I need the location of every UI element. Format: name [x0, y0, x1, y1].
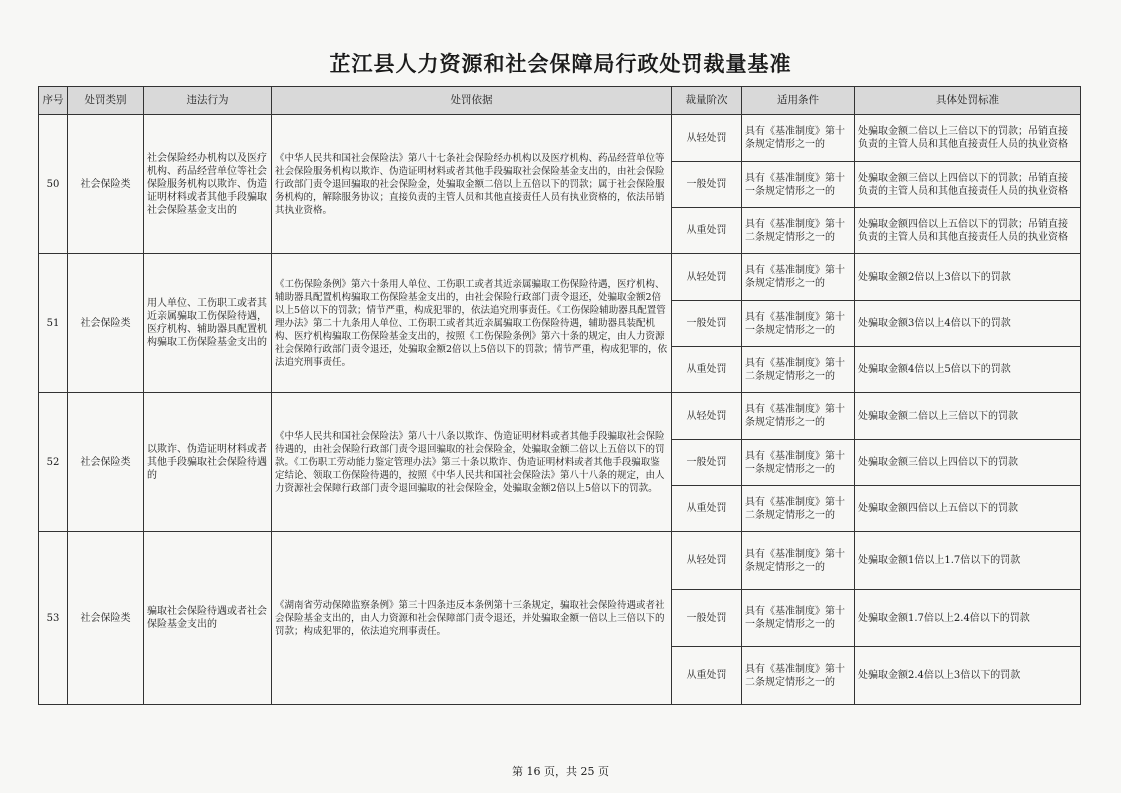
level-cell: 一般处罚 [672, 590, 742, 647]
level-cell: 从轻处罚 [672, 393, 742, 440]
header-category: 处罚类别 [68, 87, 144, 115]
level-cell: 从轻处罚 [672, 532, 742, 590]
level-cell: 一般处罚 [672, 440, 742, 486]
row-category: 社会保险类 [68, 532, 144, 705]
row-behavior: 用人单位、工伤职工或者其近亲属骗取工伤保险待遇，医疗机构、辅助器具配置机构骗取工伤保险基金支出的 [144, 254, 272, 393]
level-cell: 从重处罚 [672, 647, 742, 705]
row-category: 社会保险类 [68, 115, 144, 254]
header-standard: 具体处罚标准 [855, 87, 1081, 115]
standard-cell: 处骗取金额二倍以上三倍以下的罚款；吊销直接负责的主管人员和其他直接责任人员的执业资格 [855, 115, 1081, 162]
row-behavior: 社会保险经办机构以及医疗机构、药品经营单位等社会保险服务机构以欺诈、伪造证明材料或者其他手段骗取社会保险基金支出的 [144, 115, 272, 254]
standard-cell: 处骗取金额二倍以上三倍以下的罚款 [855, 393, 1081, 440]
row-no: 52 [39, 393, 68, 532]
level-cell: 一般处罚 [672, 301, 742, 347]
table-row [39, 532, 1081, 590]
header-behavior: 违法行为 [144, 87, 272, 115]
penalty-table [38, 86, 1081, 705]
row-basis: 《中华人民共和国社会保险法》第八十七条社会保险经办机构以及医疗机构、药品经营单位等社会保险服务机构以欺诈、伪造证明材料或者其他手段骗取社会保险基金支出的，由社会保险行政部门责令退回骗取的社会保险金，处骗取金额二倍以上五倍以下的罚款；属于社会保险服务机构的，解除服务协议；直接负责的主管人员和其他直接责任人员有执业资格的，依法吊销其执业资格。 [272, 115, 672, 254]
page-number: 第 16 页，共 25 页 [512, 765, 609, 778]
level-cell: 从重处罚 [672, 208, 742, 254]
condition-cell: 具有《基准制度》第十条规定情形之一的 [742, 254, 855, 301]
row-category: 社会保险类 [68, 393, 144, 532]
standard-cell: 处骗取金额三倍以上四倍以下的罚款 [855, 440, 1081, 486]
table-row [39, 115, 1081, 162]
row-category: 社会保险类 [68, 254, 144, 393]
page-title: 芷江县人力资源和社会保障局行政处罚裁量基准 [329, 52, 792, 76]
condition-cell: 具有《基准制度》第十条规定情形之一的 [742, 393, 855, 440]
standard-cell: 处骗取金额2.4倍以上3倍以下的罚款 [855, 647, 1081, 705]
header-condition: 适用条件 [742, 87, 855, 115]
condition-cell: 具有《基准制度》第十一条规定情形之一的 [742, 440, 855, 486]
condition-cell: 具有《基准制度》第十二条规定情形之一的 [742, 208, 855, 254]
standard-cell: 处骗取金额1.7倍以上2.4倍以下的罚款 [855, 590, 1081, 647]
standard-cell: 处骗取金额2倍以上3倍以下的罚款 [855, 254, 1081, 301]
table-row [39, 254, 1081, 301]
level-cell: 从轻处罚 [672, 115, 742, 162]
condition-cell: 具有《基准制度》第十一条规定情形之一的 [742, 590, 855, 647]
row-basis: 《工伤保险条例》第六十条用人单位、工伤职工或者其近亲属骗取工伤保险待遇，医疗机构、辅助器具配置机构骗取工伤保险基金支出的，由社会保险行政部门责令退还，处骗取金额2倍以上5倍以下的罚款；情节严重，构成犯罪的，依法追究刑事责任。《工伤保险辅助器具配置管理办法》第二十九条用人单位、工伤职工或者其近亲属骗取工伤保险待遇，辅助器具装配机构、医疗机构骗取工伤保险基金支出的，按照《工伤保险条例》第六十条的规定，由人力资源社会保障行政部门责令退还，处骗取金额2倍以上5倍以下的罚款；情节严重，构成犯罪的，依法追究刑事责任。 [272, 254, 672, 393]
row-no: 53 [39, 532, 68, 705]
level-cell: 从重处罚 [672, 486, 742, 532]
header-basis: 处罚依据 [272, 87, 672, 115]
row-behavior: 以欺诈、伪造证明材料或者其他手段骗取社会保险待遇的 [144, 393, 272, 532]
row-no: 50 [39, 115, 68, 254]
condition-cell: 具有《基准制度》第十条规定情形之一的 [742, 532, 855, 590]
table-header-row [39, 87, 1081, 115]
standard-cell: 处骗取金额1倍以上1.7倍以下的罚款 [855, 532, 1081, 590]
standard-cell: 处骗取金额三倍以上四倍以下的罚款；吊销直接负责的主管人员和其他直接责任人员的执业资格 [855, 162, 1081, 208]
row-no: 51 [39, 254, 68, 393]
row-basis: 《湖南省劳动保障监察条例》第三十四条违反本条例第十三条规定，骗取社会保险待遇或者社会保险基金支出的，由人力资源和社会保障部门责令退还，并处骗取金额一倍以上三倍以下的罚款；构成犯罪的，依法追究刑事责任。 [272, 532, 672, 705]
condition-cell: 具有《基准制度》第十条规定情形之一的 [742, 115, 855, 162]
condition-cell: 具有《基准制度》第十一条规定情形之一的 [742, 162, 855, 208]
header-level: 裁量阶次 [672, 87, 742, 115]
standard-cell: 处骗取金额3倍以上4倍以下的罚款 [855, 301, 1081, 347]
condition-cell: 具有《基准制度》第十二条规定情形之一的 [742, 347, 855, 393]
condition-cell: 具有《基准制度》第十一条规定情形之一的 [742, 301, 855, 347]
standard-cell: 处骗取金额四倍以上五倍以下的罚款；吊销直接负责的主管人员和其他直接责任人员的执业资格 [855, 208, 1081, 254]
condition-cell: 具有《基准制度》第十二条规定情形之一的 [742, 647, 855, 705]
header-no: 序号 [39, 87, 68, 115]
level-cell: 一般处罚 [672, 162, 742, 208]
standard-cell: 处骗取金额4倍以上5倍以下的罚款 [855, 347, 1081, 393]
level-cell: 从轻处罚 [672, 254, 742, 301]
level-cell: 从重处罚 [672, 347, 742, 393]
row-behavior: 骗取社会保险待遇或者社会保险基金支出的 [144, 532, 272, 705]
standard-cell: 处骗取金额四倍以上五倍以下的罚款 [855, 486, 1081, 532]
table-row [39, 393, 1081, 440]
condition-cell: 具有《基准制度》第十二条规定情形之一的 [742, 486, 855, 532]
row-basis: 《中华人民共和国社会保险法》第八十八条以欺诈、伪造证明材料或者其他手段骗取社会保险待遇的，由社会保险行政部门责令退回骗取的社会保险金，处骗取金额二倍以上五倍以下的罚款。《工伤职工劳动能力鉴定管理办法》第三十条以欺诈、伪造证明材料或者其他手段骗取鉴定结论、领取工伤保险待遇的，按照《中华人民共和国社会保险法》第八十八条的规定，由人力资源社会保障行政部门责令退回骗取的社会保险金，处骗取金额2倍以上5倍以下的罚款。 [272, 393, 672, 532]
